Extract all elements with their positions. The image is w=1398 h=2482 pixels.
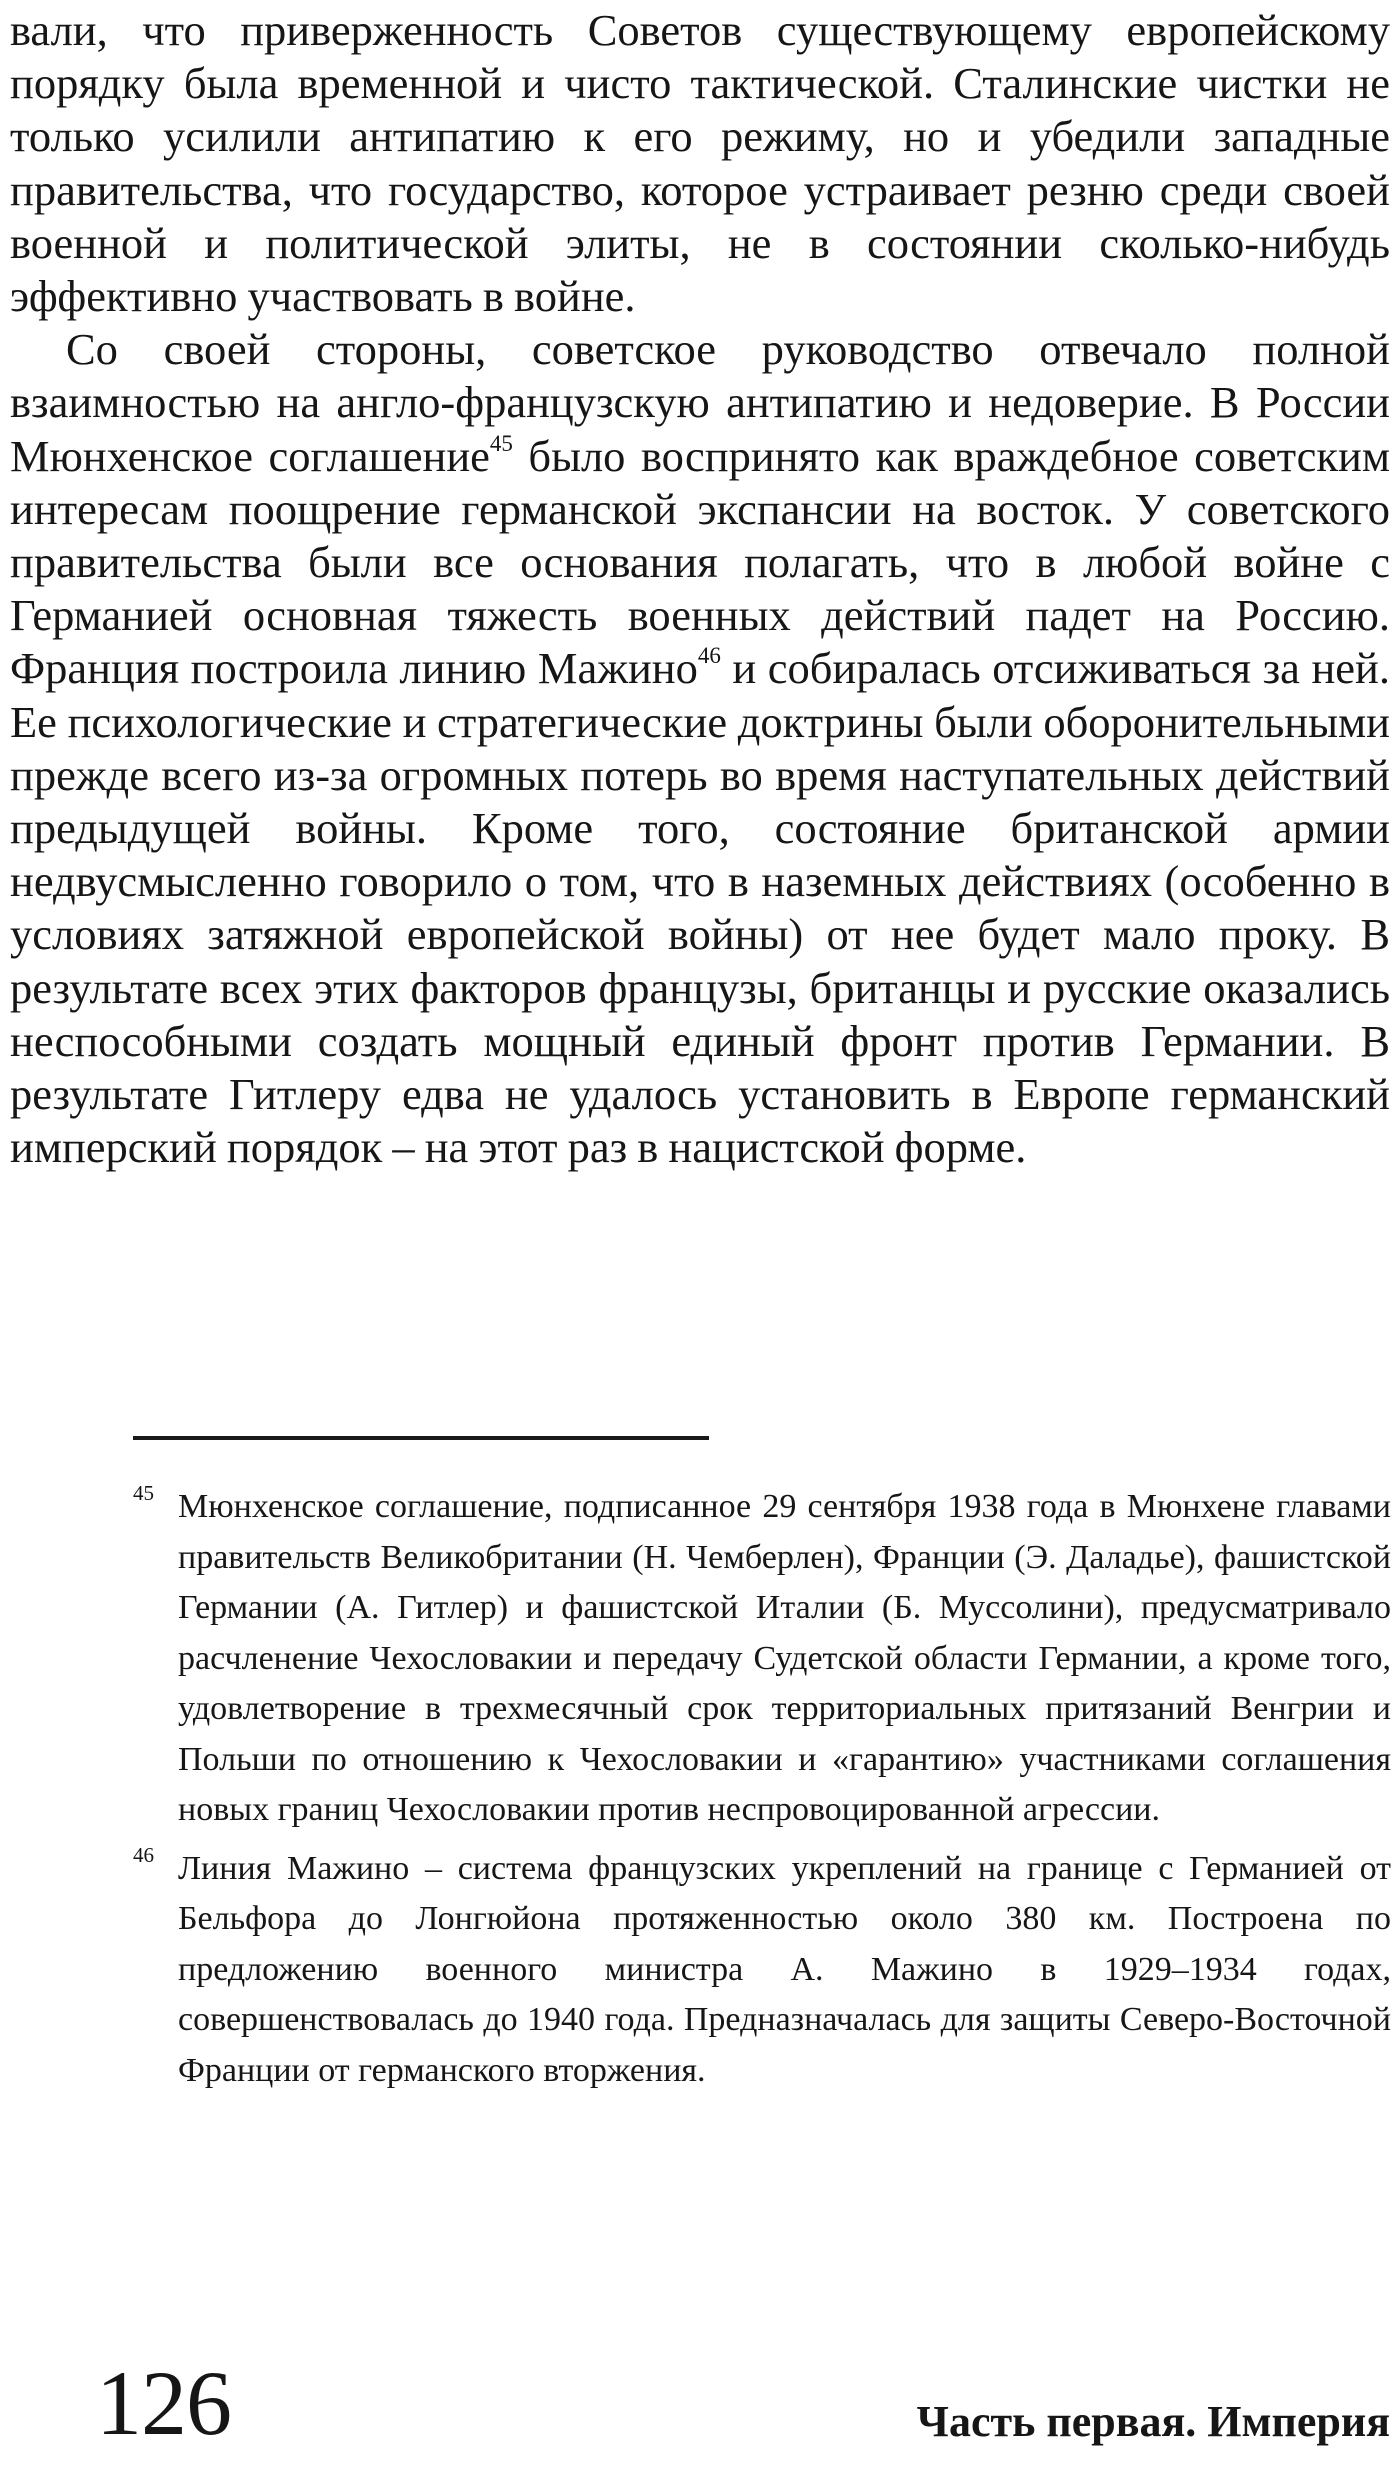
footnote-mark: 45: [133, 1481, 154, 1505]
footnote: [133, 1844, 1391, 2097]
main-text: [10, 4, 1390, 1174]
footnote-mark: 46: [133, 1842, 154, 1867]
footnotes: [133, 1482, 1391, 2104]
paragraph: [10, 323, 1390, 1174]
footnote-text: Линия Мажино – система французских укреплений на границе с Германией от Бельфора до Лонгюйона протяженностью около 380 км. Построена по предложению военного министра А. Мажино в 1929–1934 годах, совершенствовалась до 1940 года. Предназначалась для защиты Северо-Восточной Франции от германского вторжения.: [178, 1849, 1391, 2089]
running-head: Часть первая. Империя: [916, 2397, 1390, 2446]
footnote-reference[interactable]: 46: [697, 643, 721, 669]
footnote-text: Мюнхенское соглашение, подписанное 29 сентября 1938 года в Мюнхене главами правительств Великобритании (Н. Чемберлен), Франции (Э. Даладье), фашистской Германии (А. Гитлер) и фашистской Италии (Б. Муссолини), предусматривало расчленение Чехословакии и передачу Судетской области Германии, а кроме того, удовлетворение в трехмесячный срок территориальных притязаний Венгрии и Польши по отношению к Чехословакии и «гарантию» участниками соглашения новых границ Чехословакии против неспровоцированной агрессии.: [178, 1488, 1391, 1828]
paragraph-text: было воспринято как враждебное советским интересам поощрение германской экспансии на восток. У советского правительства были все основания полагать, что в любой войне с Германией основная тяжесть военных действий падет на Россию. Франция построила линию Мажино: [10, 430, 1390, 694]
footnote-divider: [133, 1436, 709, 1440]
page-number: 126: [96, 2352, 231, 2454]
paragraph-text: вали, что приверженность Советов существующему европейскому порядку была временной и чисто тактической. Сталинские чистки не только усилили антипатию к его режиму, но и убедили западные правительства, что государство, которое устраивает резню среди своей военной и политической элиты, не в состоянии сколько-нибудь эффективно участвовать в войне.: [10, 5, 1390, 322]
paragraph: [10, 4, 1390, 323]
paragraph-text: и собиралась отсиживаться за ней. Ее психологические и стратегические доктрины были оборонительными прежде всего из-за огромных потерь во время наступательных действий предыдущей войны. Кроме того, состояние британской армии недвусмысленно говорило о том, что в наземных действиях (особенно в условиях затяжной европейской войны) от нее будет мало проку. В результате всех этих факторов французы, британцы и русские оказались неспособными создать мощный единый фронт против Германии. В результате Гитлеру едва не удалось установить в Европе германский имперский порядок – на этот раз в нацистской форме.: [10, 643, 1390, 1173]
footnote: [133, 1482, 1391, 1836]
footnote-reference[interactable]: 45: [489, 430, 513, 456]
paragraph-text: Со своей стороны, советское руководство отвечало полной взаимностью на англо-французскую антипатию и недоверие. В России Мюнхенское соглашение: [10, 324, 1390, 481]
